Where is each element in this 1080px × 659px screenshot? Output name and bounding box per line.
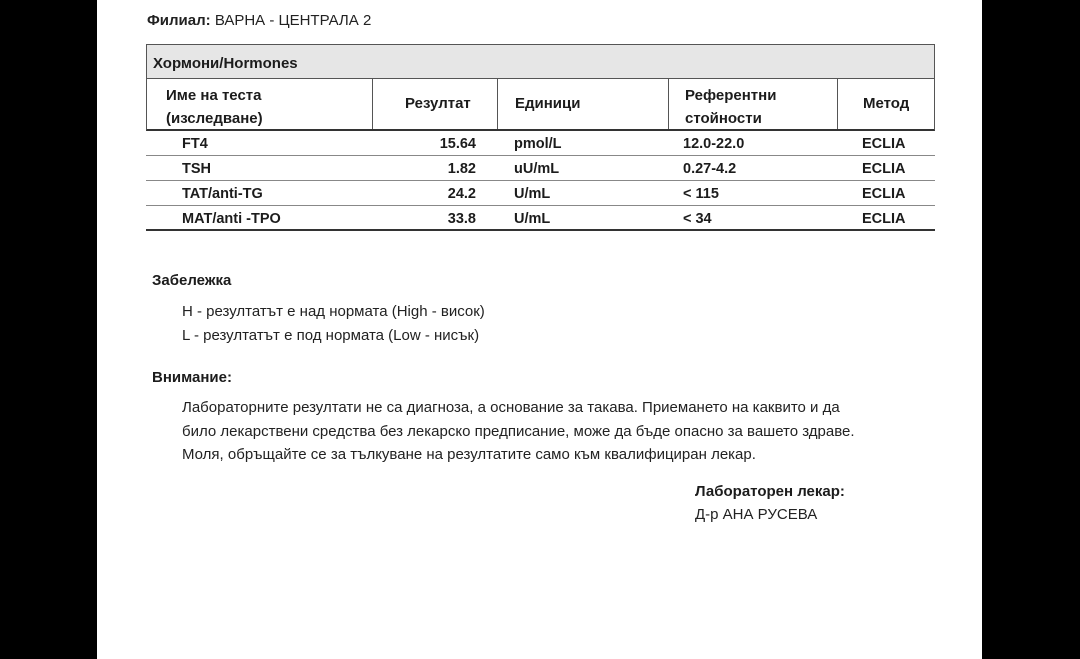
cell-reference: 12.0-22.0: [683, 136, 745, 152]
cell-method: ECLIA: [862, 136, 906, 152]
cell-method: ECLIA: [862, 186, 906, 202]
note-line-high: H - резултатът е над нормата (High - висок): [182, 303, 485, 320]
warning-line: Лабораторните резултати не са диагноза, а основание за такава. Приемането на каквито и да: [182, 399, 840, 416]
table-row: [146, 131, 935, 156]
section-title: Хормони/Hormones: [146, 44, 935, 79]
warning-title: Внимание:: [152, 369, 232, 386]
header-units: Единици: [515, 95, 581, 112]
table-row: [146, 156, 935, 181]
branch-value: ВАРНА - ЦЕНТРАЛА 2: [214, 12, 372, 29]
cell-test-name: TAT/anti-TG: [182, 186, 263, 202]
doctor-label: Лабораторен лекар:: [695, 483, 845, 500]
cell-test-name: TSH: [182, 161, 211, 177]
cell-units: uU/mL: [514, 161, 560, 177]
cell-method: ECLIA: [862, 211, 906, 227]
note-line-low: L - резултатът е под нормата (Low - нисък): [182, 327, 480, 344]
cell-reference: < 34: [683, 211, 712, 227]
branch-label: Филиал:: [147, 12, 211, 29]
table-row: [146, 181, 935, 206]
cell-result: 15.64: [439, 136, 476, 152]
cell-result: 24.2: [447, 186, 476, 202]
cell-result: 1.82: [447, 161, 476, 177]
header-method: Метод: [863, 95, 910, 112]
header-result: Резултат: [405, 95, 471, 112]
doctor-name: Д-р АНА РУСЕВА: [695, 506, 818, 523]
cell-method: ECLIA: [862, 161, 906, 177]
branch-line: [147, 12, 371, 29]
cell-test-name: MAT/anti -TPO: [182, 211, 281, 227]
cell-units: U/mL: [514, 211, 551, 227]
header-reference: Референтни стойности: [685, 87, 777, 127]
report-page: [97, 0, 982, 659]
results-table: [146, 44, 935, 231]
cell-reference: 0.27-4.2: [683, 161, 737, 177]
cell-units: pmol/L: [514, 136, 562, 152]
warning-line: Моля, обръщайте се за тълкуване на резултатите само към квалифициран лекар.: [182, 446, 756, 463]
header-test-name: Име на теста (изследване): [166, 87, 263, 127]
cell-units: U/mL: [514, 186, 551, 202]
note-title: Забележка: [152, 272, 232, 289]
table-row: [146, 206, 935, 231]
cell-reference: < 115: [683, 186, 719, 202]
warning-line: било лекарствени средства без лекарско предписание, може да бъде опасно за вашето здраве.: [182, 423, 855, 440]
cell-test-name: FT4: [182, 136, 208, 152]
cell-result: 33.8: [447, 211, 476, 227]
table-header: [146, 79, 935, 131]
